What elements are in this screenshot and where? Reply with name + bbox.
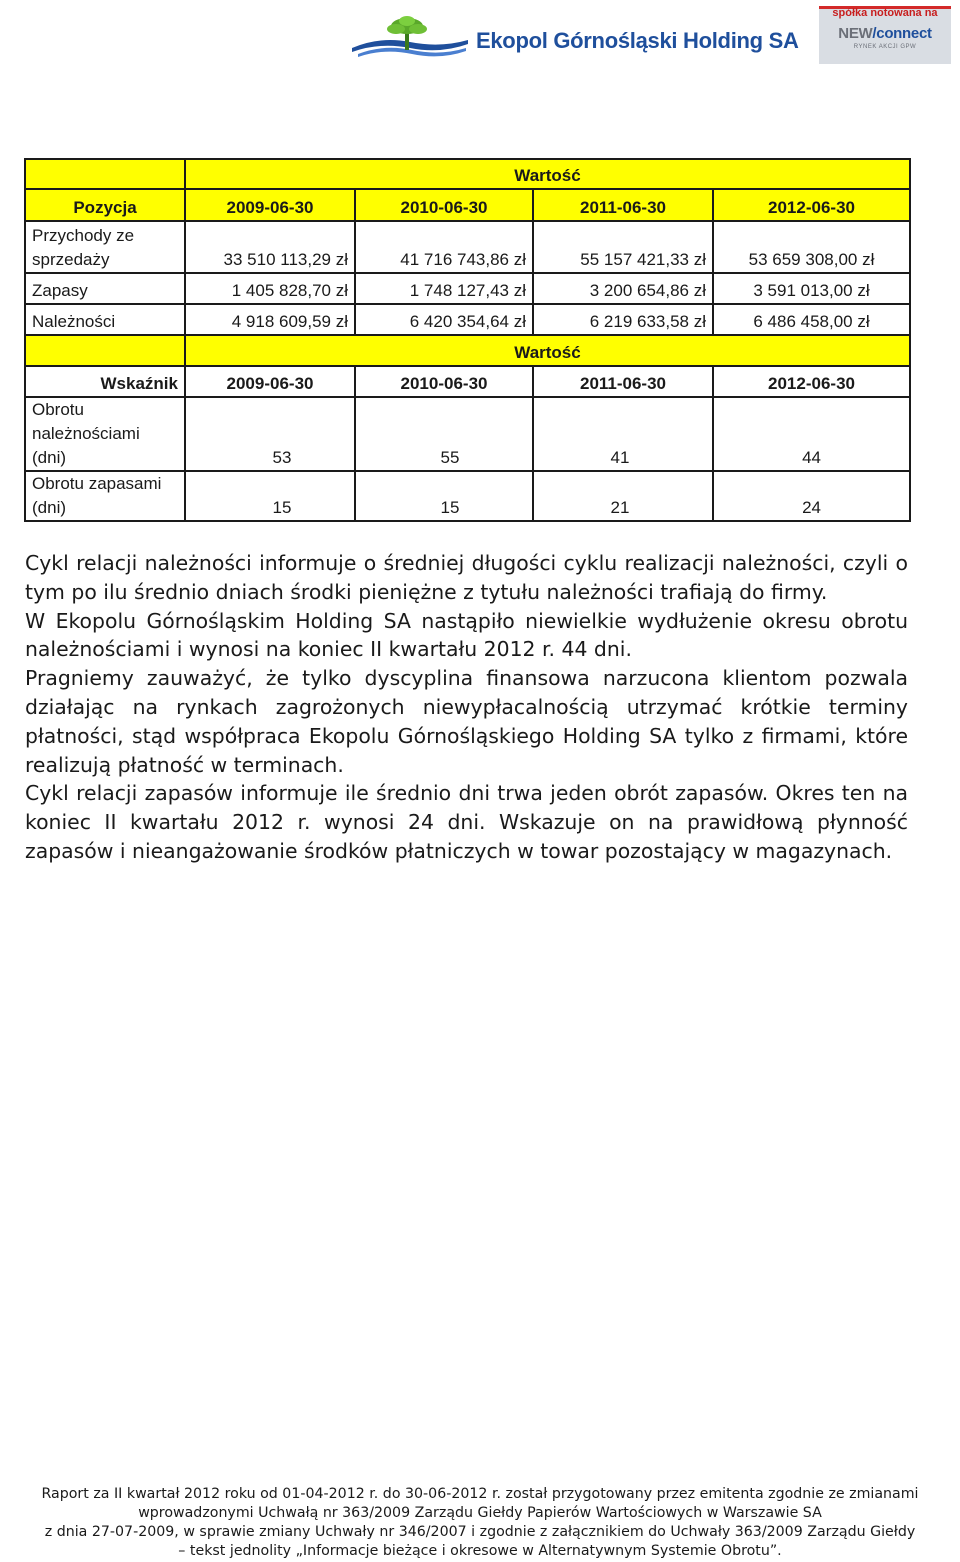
table-cell: 24 — [713, 471, 910, 521]
footer-line: – tekst jednolity „Informacje bieżące i okresowe w Alternatywnym Systemie Obrotu”. — [178, 1543, 782, 1559]
table-cell: 3 200 654,86 zł — [533, 273, 713, 304]
paragraph: Cykl relacji zapasów informuje ile średnio dni trwa jeden obrót zapasów. Okres ten na koniec II kwartału 2012 r. wynosi 24 dni. Wskazuje on na prawidłową płynność zapasów i nieangażowanie środków płatniczych w towar pozostający w magazynach. — [25, 781, 908, 863]
indicator-header: Wskaźnik — [25, 366, 185, 397]
indicator-date-header: 2011-06-30 — [533, 366, 713, 397]
table-cell: 4 918 609,59 zł — [185, 304, 355, 335]
table-cell: 55 157 421,33 zł — [533, 221, 713, 273]
date-header: 2010-06-30 — [355, 189, 533, 221]
indicator-date-header: 2010-06-30 — [355, 366, 533, 397]
indicator-group-header-row — [25, 335, 910, 366]
indicator-date-header: 2009-06-30 — [185, 366, 355, 397]
body-text — [25, 549, 908, 866]
row-label: Należności — [25, 304, 185, 335]
badge-main-text: NEW/connect — [838, 25, 932, 42]
table-cell: 3 591 013,00 zł — [713, 273, 910, 304]
table-cell: 33 510 113,29 zł — [185, 221, 355, 273]
table-row — [25, 471, 910, 521]
date-header: 2011-06-30 — [533, 189, 713, 221]
row-label: Zapasy — [25, 273, 185, 304]
position-header: Pozycja — [25, 189, 185, 221]
table-cell: 15 — [185, 471, 355, 521]
badge-main-connect: connect — [876, 25, 932, 42]
date-header: 2009-06-30 — [185, 189, 355, 221]
footer-line: wprowadzonymi Uchwałą nr 363/2009 Zarządu Giełdy Papierów Wartościowych w Warszawie SA — [138, 1505, 822, 1521]
indicator-value-group-header: Wartość — [185, 335, 910, 366]
table-cell: 1 748 127,43 zł — [355, 273, 533, 304]
table-cell: 6 420 354,64 zł — [355, 304, 533, 335]
row-label: Przychody ze sprzedaży — [25, 221, 185, 273]
table-row — [25, 304, 910, 335]
badge-sub-text: RYNEK AKCJI GPW — [853, 44, 917, 50]
newconnect-badge — [819, 6, 951, 64]
financial-table — [24, 158, 911, 522]
table-header-empty-cell — [25, 159, 185, 189]
footer-line: Raport za II kwartał 2012 roku od 01-04-2012 r. do 30-06-2012 r. został przygotowany przez emitenta zgodnie ze zmianami — [41, 1486, 919, 1502]
company-name: Ekopol Górnośląski Holding SA — [476, 28, 799, 53]
indicator-row-label: Obrotu należnościami (dni) — [25, 397, 185, 471]
table-cell: 6 486 458,00 zł — [713, 304, 910, 335]
table-cell: 21 — [533, 471, 713, 521]
table-cell: 53 659 308,00 zł — [713, 221, 910, 273]
footer-line: z dnia 27-07-2009, w sprawie zmiany Uchwały nr 346/2007 i zgodnie z załącznikiem do Uchwały 363/2009 Zarządu Giełdy — [44, 1524, 916, 1540]
table-cell: 15 — [355, 471, 533, 521]
badge-top-text: spółka notowana na — [832, 7, 938, 19]
badge-main-new: NEW — [838, 25, 873, 42]
page-footer — [0, 1485, 960, 1561]
table-cell: 1 405 828,70 zł — [185, 273, 355, 304]
table-row — [25, 397, 910, 471]
value-group-header: Wartość — [185, 159, 910, 189]
indicator-date-header: 2012-06-30 — [713, 366, 910, 397]
paragraph: Pragniemy zauważyć, że tylko dyscyplina finansowa narzucona klientom pozwala działając na rynkach zagrożonych niewypłacalnością utrzymać krótkie terminy płatności, stąd współpraca Ekopolu Górnośląskiego Holding SA tylko z firmami, które realizują płatność w terminach. — [25, 666, 908, 777]
table-column-header-row — [25, 189, 910, 221]
date-header: 2012-06-30 — [713, 189, 910, 221]
table-group-header-row — [25, 159, 910, 189]
indicator-row-label: Obrotu zapasami (dni) — [25, 471, 185, 521]
paragraph: Cykl relacji należności informuje o średniej długości cyklu realizacji należności, czyli o tym po ilu średnio dniach środki pieniężne z tytułu należności trafiają do firmy. — [25, 551, 908, 604]
table-cell: 41 — [533, 397, 713, 471]
table-header-empty-cell — [25, 335, 185, 366]
table-cell: 41 716 743,86 zł — [355, 221, 533, 273]
ekopol-tree-logo-icon — [350, 14, 470, 62]
table-cell: 53 — [185, 397, 355, 471]
table-cell: 6 219 633,58 zł — [533, 304, 713, 335]
paragraph: W Ekopolu Górnośląskim Holding SA nastąpiło niewielkie wydłużenie okresu obrotu należnościami i wynosi na koniec II kwartału 2012 r. 44 dni. — [25, 608, 908, 662]
table-row — [25, 273, 910, 304]
table-cell: 55 — [355, 397, 533, 471]
indicator-column-header-row — [25, 366, 910, 397]
page-header — [0, 0, 960, 80]
table-row — [25, 221, 910, 273]
table-cell: 44 — [713, 397, 910, 471]
